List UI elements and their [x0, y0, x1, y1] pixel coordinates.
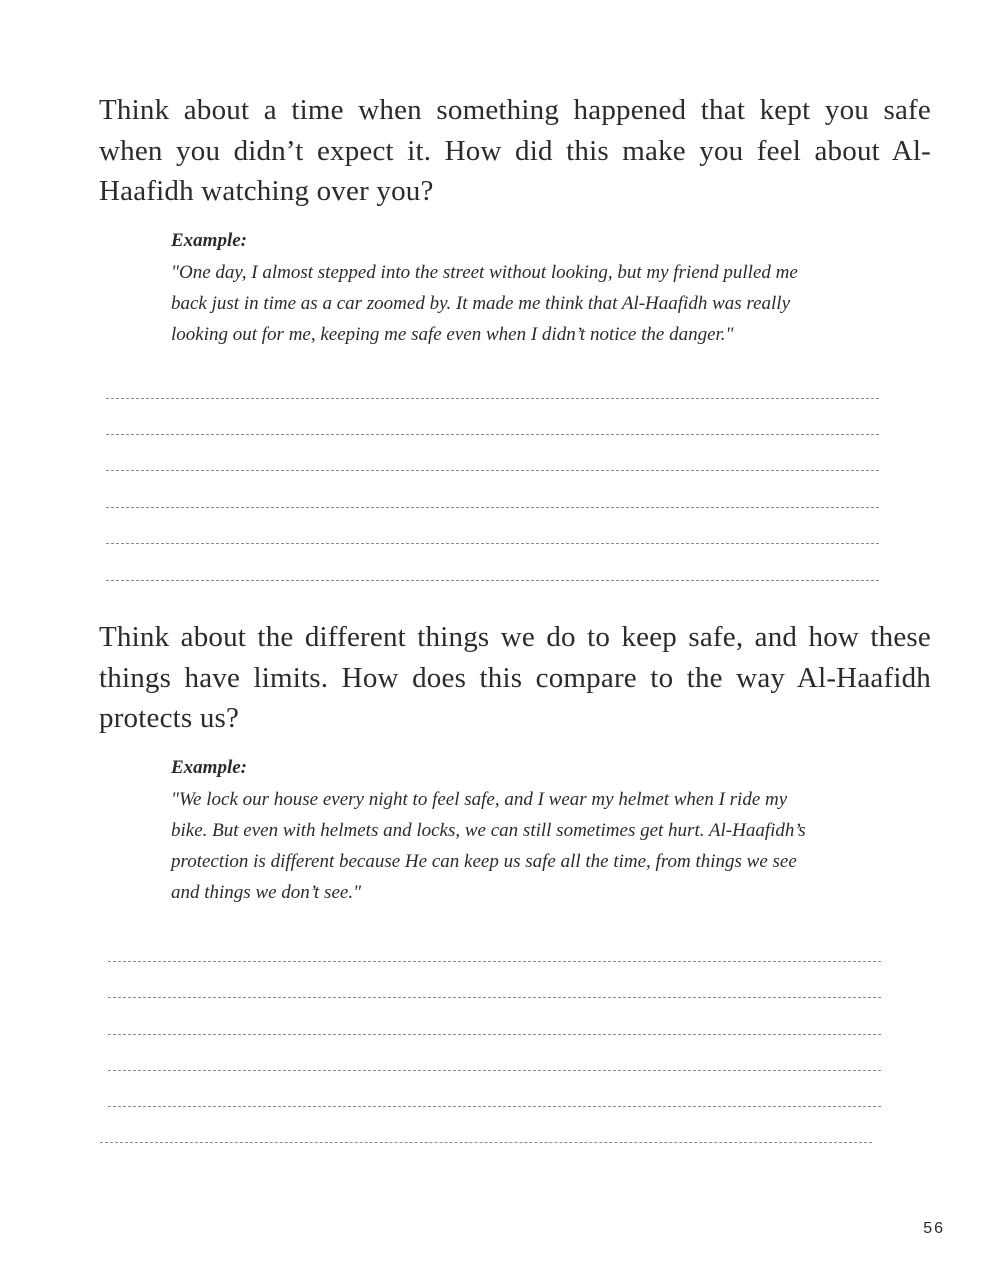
example-block-2 [171, 752, 821, 908]
question-2: Think about the different things we do to keep safe, and how these things have limits. How does this compare to the way Al-Haafidh protects us? [99, 621, 931, 734]
example-label: Example: [171, 230, 247, 251]
example-block-1 [171, 225, 821, 350]
writing-line[interactable] [100, 1142, 872, 1143]
writing-line[interactable] [108, 1070, 881, 1071]
writing-line[interactable] [106, 470, 879, 471]
example-text: "One day, I almost stepped into the street without looking, but my friend pulled me back just in time as a car zoomed by. It made me think that Al-Haafidh was really looking out for me, keeping me safe even when I didn’t notice the danger." [171, 262, 798, 345]
writing-line[interactable] [106, 434, 879, 435]
writing-line[interactable] [106, 398, 879, 399]
writing-line[interactable] [108, 997, 881, 998]
example-text: "We lock our house every night to feel safe, and I wear my helmet when I ride my bike. But even with helmets and locks, we can still sometimes get hurt. Al-Haafidh’s protection is different because He can keep us safe all the time, from things we see and things we don’t see." [171, 789, 806, 903]
writing-line[interactable] [106, 507, 879, 508]
writing-line[interactable] [108, 1106, 881, 1107]
question-1: Think about a time when something happened that kept you safe when you didn’t expect it. How did this make you feel about Al-Haafidh watching over you? [99, 94, 931, 207]
writing-line[interactable] [108, 1034, 881, 1035]
example-label: Example: [171, 757, 247, 778]
writing-line[interactable] [106, 580, 879, 581]
page-number: 56 [923, 1220, 945, 1237]
writing-line[interactable] [106, 543, 879, 544]
writing-line[interactable] [108, 961, 881, 962]
